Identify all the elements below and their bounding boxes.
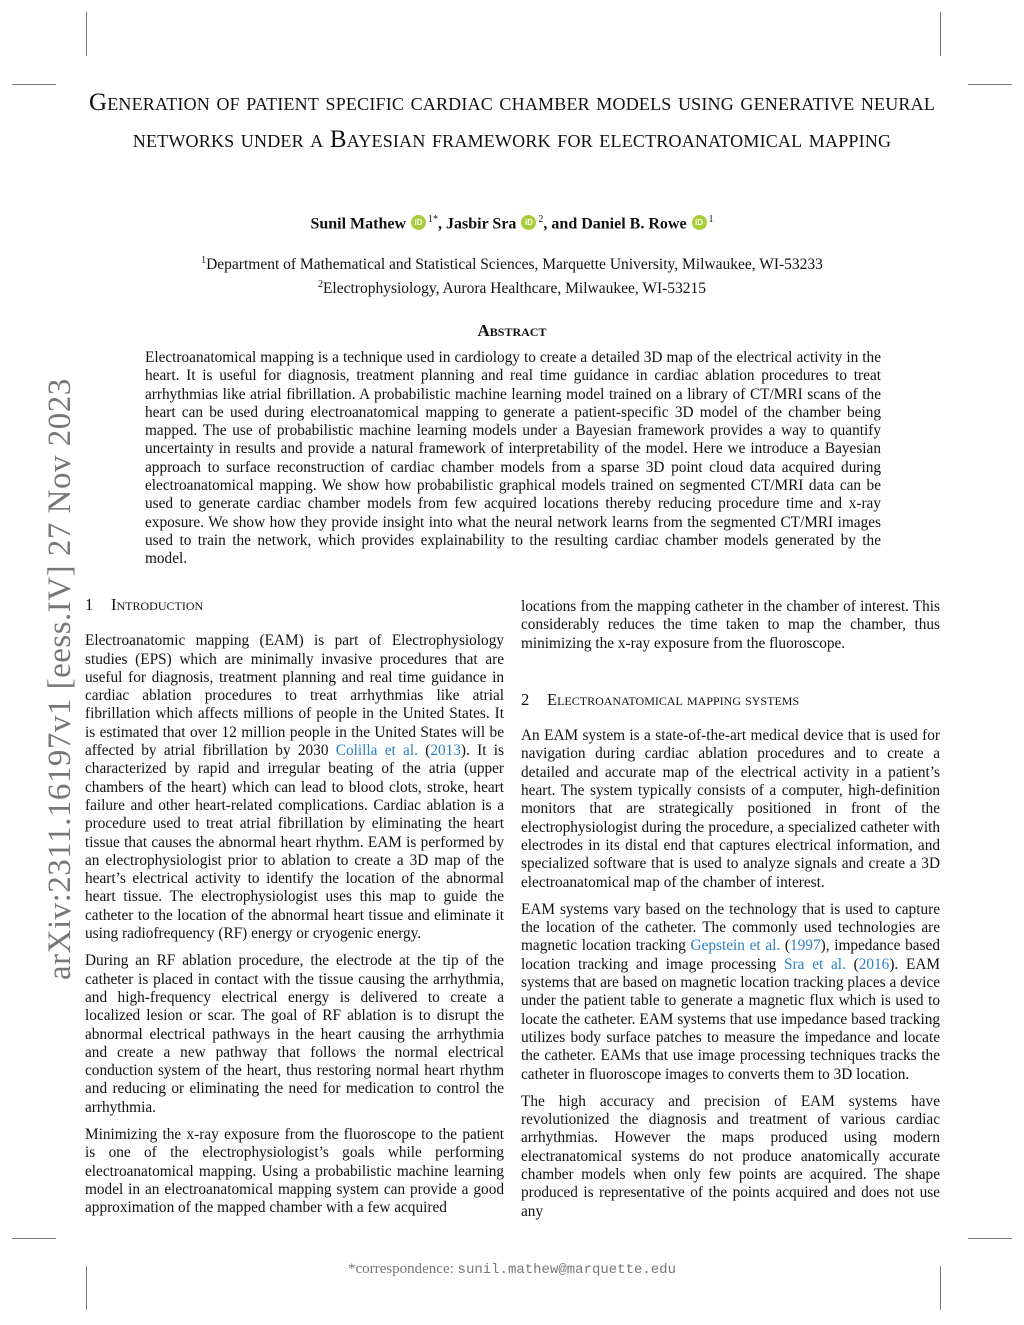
citation-year-link[interactable]: 1997 bbox=[790, 937, 821, 955]
paragraph-text: , impedance based location tracking and image processing bbox=[521, 937, 940, 973]
abstract-text: Electroanatomical mapping is a technique used in cardiology to create a detailed 3D map of the electrical activity in the heart. It is useful for diagnosis, treatment planning and real time guidance in cardiac ablation procedures to treat arrhythmias like atrial fibrillation. A probabilistic machine learning model trained on a library of CT/MRI scans of the heart can be used during electroanatomical mapping to generate a patient-specific 3D model of the chamber being mapped. The use of probabilistic machine learning models under a Bayesian framework provides a way to quantify uncertainty in results and provide a natural framework of interpretability of the model. Here we introduce a Bayesian approach to surface reconstruction of cardiac chamber models from a sparse 3D point cloud data acquired during electroanatomical mapping. We show how probabilistic graphical models trained on segmented CT/MRI data can be used to generate cardiac chamber models from few acquired locations thereby reducing procedure time and x-ray exposure. We show how they provide insight into what the neural network learns from the segmented CT/MRI images used to train the network, which provides explainability to the resulting cardiac chamber models generated by the model. bbox=[145, 349, 881, 568]
affiliation-text: Electrophysiology, Aurora Healthcare, Milwaukee, WI-53215 bbox=[322, 280, 707, 298]
affiliation-mark: 2 bbox=[317, 279, 323, 291]
left-column bbox=[85, 596, 504, 1227]
author-affil-mark: 1 bbox=[708, 214, 714, 225]
paragraph: Minimizing the x-ray exposure from the fluoroscope to the patient is one of the electrophysiologist’s goals while performing electroanatomical mapping. Using a probabilistic machine learning model in an electroanatomical mapping system can provide a good approximation of the mapped chamber with a few acquired bbox=[85, 1126, 504, 1217]
arxiv-sidebar-stamp: arXiv:2311.16197v1 [eess.IV] 27 Nov 2023 bbox=[42, 378, 78, 980]
paragraph: EAM systems vary based on the technology that is used to capture the location of the catheter. The commonly used technologies are magnetic location tracking Gepstein et al. (1997), impedance based location tracking and image processing Sra et al. (2016). EAM systems that are based on magnetic location tracking places a device under the patient table to generate a magnetic flux which is used to locate the catheter. EAM systems that use impedance based tracking utilizes body surface patches to measure the impedance and locate the catheter. EAMs that use image processing techniques tracks the catheter in fluoroscope images to converts them to 3D location. bbox=[521, 900, 940, 1083]
affiliation-text: Department of Mathematical and Statistical Sciences, Marquette University, Milwaukee, WI-53233 bbox=[206, 256, 823, 274]
paragraph-text: . EAM systems that are based on magnetic location tracking places a device under the patient table to generate a magnetic flux which is used to locate the catheter. EAM systems that use impedance based tracking utilizes body surface patches to measure the impedance and locate the catheter. EAMs that use image processing techniques tracks the catheter in fluoroscope images to converts them to 3D location. bbox=[521, 955, 940, 1083]
orcid-icon[interactable]: iD bbox=[692, 215, 707, 230]
crop-mark bbox=[12, 1238, 56, 1239]
abstract-heading: Abstract bbox=[477, 321, 547, 340]
citation-link[interactable]: Sra et al. bbox=[784, 955, 846, 973]
crop-mark bbox=[86, 12, 87, 56]
section-number: 1 bbox=[85, 595, 94, 614]
orcid-icon[interactable]: iD bbox=[521, 215, 536, 230]
author-affil-mark: 1* bbox=[428, 214, 439, 225]
citation-link[interactable]: Gepstein et al. bbox=[690, 937, 781, 955]
citation-link[interactable]: Colilla et al. bbox=[335, 742, 418, 760]
section-number: 2 bbox=[521, 689, 530, 709]
correspondence-footnote bbox=[0, 1261, 1024, 1278]
paragraph: An EAM system is a state-of-the-art medical device that is used for navigation during cardiac ablation procedures and to create a detailed and accurate map of the electrical activity in a patient’s heart. The system typically consists of a computer, high-definition monitors that are strategically positioned in front of the electrophysiologist during the procedure, a specialized catheter with electrodes in its distal end that captures electrical information, and specialized software that is used to analyze signals and create a 3D electroanatomical map of the chamber of interest. bbox=[521, 727, 940, 891]
affiliation bbox=[0, 275, 1024, 299]
author-separator: , bbox=[438, 215, 447, 233]
author-name[interactable]: Jasbir Sra bbox=[446, 215, 517, 233]
affiliation-mark: 1 bbox=[201, 255, 207, 266]
paragraph: Electroanatomic mapping (EAM) is part of Electrophysiology studies (EPS) which are minimally invasive procedures that are useful for diagnosis, treatment planning and real time guidance in cardiac ablation procedures to treat arrhythmias like atrial fibrillation which affects millions of people in the United States. It is estimated that over 12 million people in the United States will be affected by atrial fibrillation by 2030 Colilla et al. (2013). It is characterized by rapid and irregular beating of the atria (upper chambers of the heart) which can lead to blood clots, stroke, heart failure and other heart-related complications. Cardiac ablation is a procedure used to treat atrial fibrillation by eliminating the heart tissue that causes the abnormal heart rhythm. EAM is performed by an electrophysiologist prior to ablation to create a 3D map of the heart’s electrical activity to identify the location of the abnormal heart tissue. The electrophysiologist uses this map to guide the catheter to the location of the abnormal heart tissue and eliminate it using radiofrequency (RF) energy or cryogenic energy. bbox=[85, 632, 504, 943]
orcid-icon[interactable]: iD bbox=[411, 215, 426, 230]
section-heading bbox=[85, 596, 504, 614]
crop-mark bbox=[940, 12, 941, 56]
author-affil-mark: 2 bbox=[538, 214, 544, 225]
correspondence-email[interactable]: sunil.mathew@marquette.edu bbox=[457, 1262, 676, 1278]
crop-mark bbox=[12, 84, 56, 85]
crop-mark bbox=[968, 1238, 1012, 1239]
paragraph: The high accuracy and precision of EAM systems have revolutionized the diagnosis and treatment of various cardiac arrhythmias. However the maps produced using modern electranatomical systems do not produce anatomically accurate chamber models when only few points are acquired. The shape produced is representative of the points acquired and does not use any bbox=[521, 1092, 940, 1220]
author-separator: , and bbox=[543, 215, 582, 233]
paragraph-text: Electroanatomic mapping (EAM) is part of Electrophysiology studies (EPS) which are minimally invasive procedures that are useful for diagnosis, treatment planning and real time guidance in cardiac ablation procedures to treat arrhythmias like atrial fibrillation which affects millions of people in the United States. It is estimated that over 12 million people in the United States will be affected by atrial fibrillation by 2030 bbox=[85, 632, 504, 760]
author-list bbox=[0, 214, 1024, 233]
section-title: Introduction bbox=[111, 595, 204, 614]
right-column bbox=[521, 598, 940, 1230]
citation-year-link[interactable]: 2016 bbox=[858, 955, 890, 973]
citation-year-link[interactable]: 2013 bbox=[430, 742, 461, 760]
section-heading bbox=[521, 691, 940, 709]
paragraph: locations from the mapping catheter in the chamber of interest. This considerably reduces the time taken to map the chamber, thus minimizing the x-ray exposure from the fluoroscope. bbox=[521, 598, 940, 652]
paragraph-text: EAM systems vary based on the technology that is used to capture the location of the catheter. The commonly used technologies are magnetic location tracking bbox=[521, 900, 940, 955]
author-name[interactable]: Daniel B. Rowe bbox=[581, 215, 687, 233]
author-name[interactable]: Sunil Mathew bbox=[310, 215, 407, 233]
affiliations bbox=[0, 251, 1024, 299]
paragraph: During an RF ablation procedure, the electrode at the tip of the catheter is placed in contact with the tissue causing the arrhythmia, and high-frequency electrical energy is delivered to create a localized lesion or scar. The goal of RF ablation is to disrupt the abnormal electrical pathways in the heart causing the arrhythmia and create a new pathway that follows the normal electrical conduction system of the heart, thus restoring normal heart rhythm and reducing or eliminating the need for medication to control the arrhythmia. bbox=[85, 952, 504, 1116]
footnote-label: *correspondence: bbox=[348, 1261, 458, 1277]
section-title: Electroanatomical mapping systems bbox=[547, 689, 800, 709]
paper-title: Generation of patient specific cardiac chamber models using generative neural networks under a Bayesian framework for electroanatomical mapping bbox=[88, 89, 936, 153]
paragraph-text: . It is characterized by rapid and irregular beating of the atria (upper chambers of the heart) which can lead to blood clots, stroke, heart failure and other heart-related complications. Cardiac ablation is a procedure used to treat atrial fibrillation by eliminating the heart tissue that causes the abnormal heart rhythm. EAM is performed by an electrophysiologist prior to ablation to create a 3D map of the heart’s electrical activity to identify the location of the abnormal heart tissue. The electrophysiologist uses this map to guide the catheter to the location of the abnormal heart tissue and eliminate it using radiofrequency (RF) energy or cryogenic energy. bbox=[85, 742, 504, 943]
crop-mark bbox=[968, 84, 1012, 85]
affiliation bbox=[0, 251, 1024, 275]
